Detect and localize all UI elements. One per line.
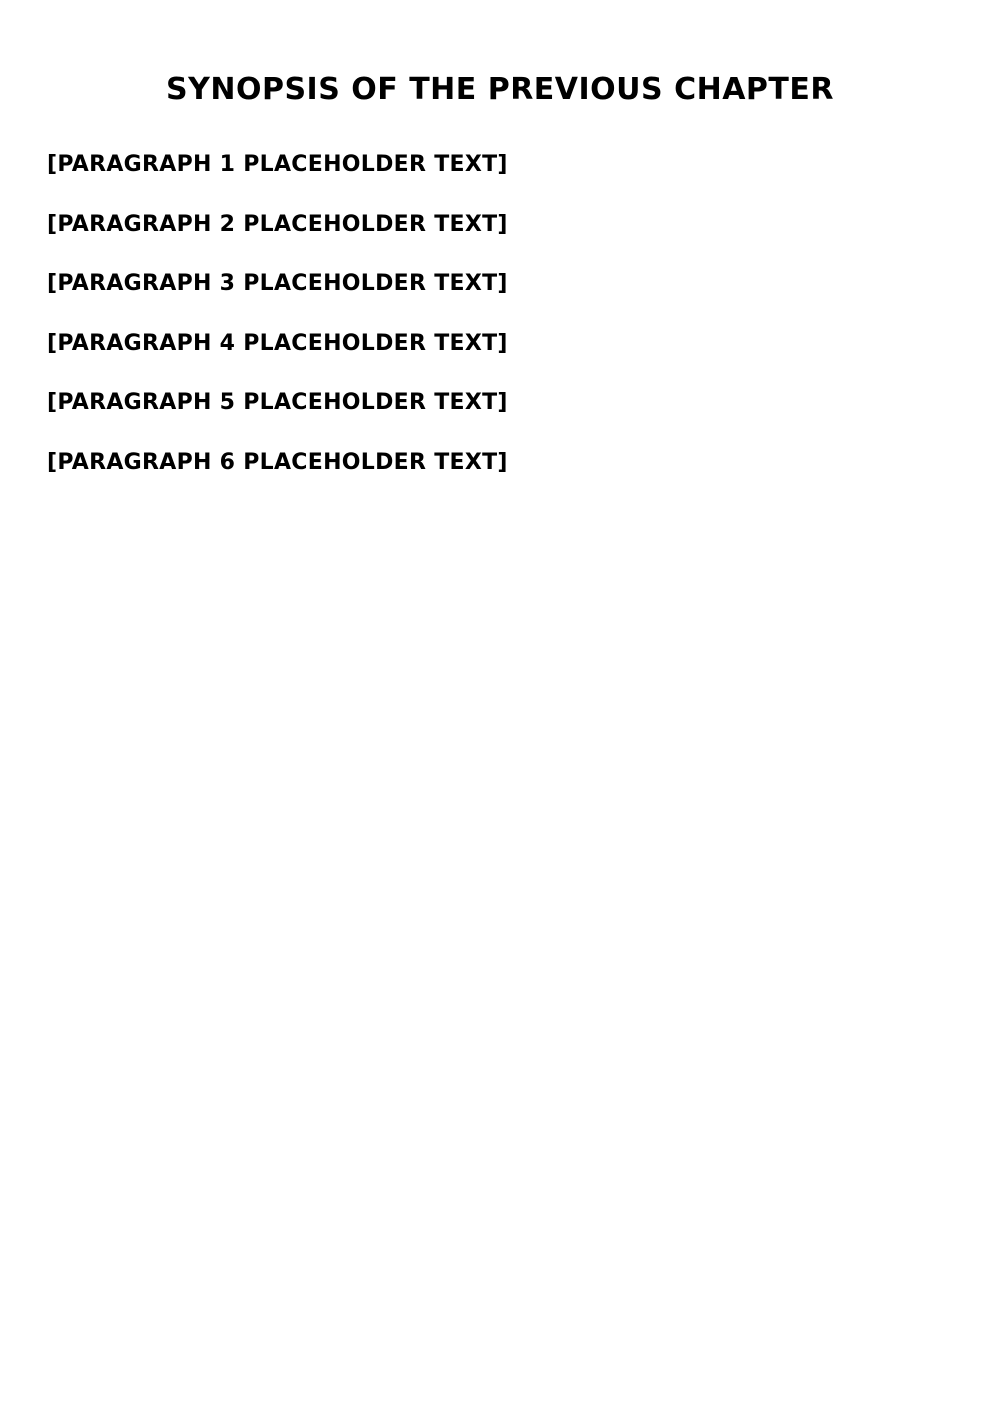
page-title: SYNOPSIS OF THE PREVIOUS CHAPTER [166, 72, 834, 107]
paragraph: [PARAGRAPH 5 PLACEHOLDER TEXT] [47, 390, 508, 415]
paragraph: [PARAGRAPH 2 PLACEHOLDER TEXT] [47, 211, 508, 237]
synopsis-body [47, 150, 957, 507]
paragraph: [PARAGRAPH 6 PLACEHOLDER TEXT] [47, 449, 508, 475]
paragraph: [PARAGRAPH 4 PLACEHOLDER TEXT] [47, 330, 508, 356]
paragraph: [PARAGRAPH 3 PLACEHOLDER TEXT] [47, 271, 508, 296]
paragraph: [PARAGRAPH 1 PLACEHOLDER TEXT] [47, 152, 508, 177]
